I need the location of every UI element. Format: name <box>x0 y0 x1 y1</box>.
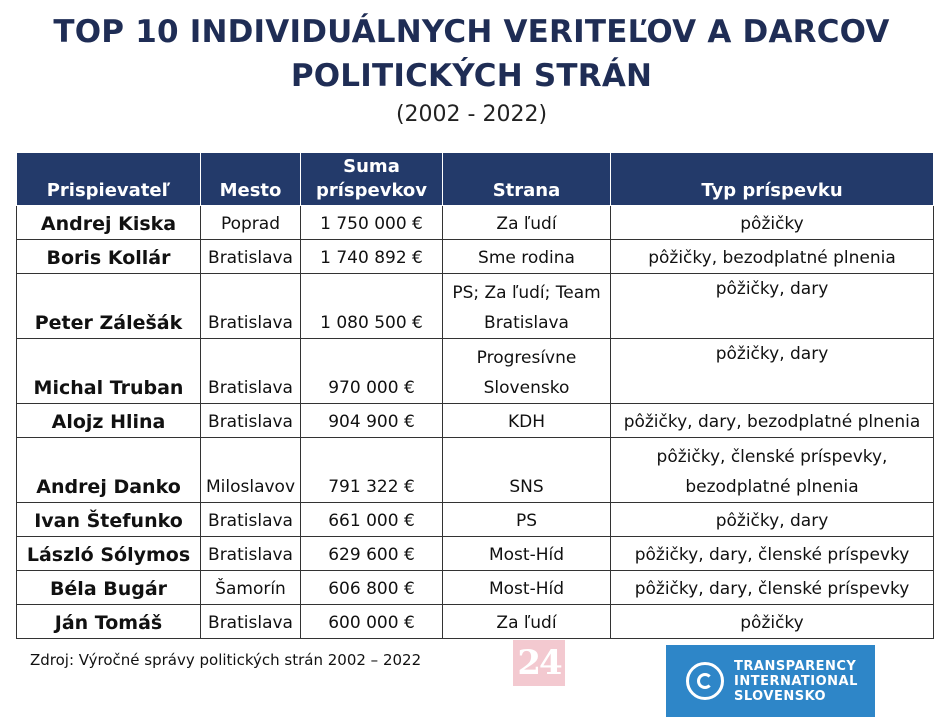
cell-party: Sme rodina <box>443 240 611 274</box>
page-title-line-1: TOP 10 INDIVIDUÁLNYCH VERITEĽOV A DARCOV <box>53 14 890 50</box>
cell-name: Alojz Hlina <box>17 404 201 438</box>
table-row <box>17 503 934 537</box>
cell-amount: 606 800 € <box>301 571 443 605</box>
cell-amount: 600 000 € <box>301 605 443 639</box>
ti-logo-line-1: TRANSPARENCY <box>734 658 857 674</box>
cell-amount: 629 600 € <box>301 537 443 571</box>
cell-party: Za ľudí <box>443 605 611 639</box>
table-row <box>17 274 934 339</box>
cell-party: PS <box>443 503 611 537</box>
ti-logo-line-2: INTERNATIONAL <box>734 673 858 689</box>
news-24-logo <box>513 640 565 686</box>
cell-party: PS; Za ľudí; Team Bratislava <box>443 274 611 339</box>
cell-party: Most-Híd <box>443 537 611 571</box>
cell-city: Bratislava <box>201 339 301 404</box>
cell-name: Ján Tomáš <box>17 605 201 639</box>
cell-amount: 904 900 € <box>301 404 443 438</box>
cell-type: pôžičky <box>611 206 934 240</box>
cell-party: Most-Híd <box>443 571 611 605</box>
cell-amount: 1 080 500 € <box>301 274 443 339</box>
table-row <box>17 571 934 605</box>
table-row <box>17 537 934 571</box>
ti-logo-text <box>734 659 858 704</box>
cell-name: Boris Kollár <box>17 240 201 274</box>
cell-amount: 661 000 € <box>301 503 443 537</box>
cell-city: Bratislava <box>201 240 301 274</box>
table-row <box>17 404 934 438</box>
cell-type: pôžičky, dary, členské príspevky <box>611 571 934 605</box>
cell-party: Progresívne Slovensko <box>443 339 611 404</box>
cell-party: SNS <box>443 438 611 503</box>
cell-amount: 1 750 000 € <box>301 206 443 240</box>
cell-city: Bratislava <box>201 404 301 438</box>
donors-table <box>16 152 934 639</box>
cell-name: Michal Truban <box>17 339 201 404</box>
cell-name: Béla Bugár <box>17 571 201 605</box>
cell-amount: 791 322 € <box>301 438 443 503</box>
ti-logo-line-3: SLOVENSKO <box>734 688 827 704</box>
news-24-logo-text: 24 <box>517 643 561 683</box>
cell-name: Ivan Štefunko <box>17 503 201 537</box>
cell-city: Bratislava <box>201 537 301 571</box>
cell-type: pôžičky, dary <box>611 503 934 537</box>
header-amount: Suma príspevkov <box>301 153 443 206</box>
header-city: Mesto <box>201 153 301 206</box>
cell-city: Bratislava <box>201 274 301 339</box>
cell-amount: 970 000 € <box>301 339 443 404</box>
cell-amount: 1 740 892 € <box>301 240 443 274</box>
cell-name: Andrej Kiska <box>17 206 201 240</box>
cell-type: pôžičky <box>611 605 934 639</box>
table-row <box>17 240 934 274</box>
transparency-international-logo <box>666 645 875 717</box>
page-title-line-2: POLITICKÝCH STRÁN <box>290 58 653 94</box>
table-row <box>17 438 934 503</box>
cell-party: KDH <box>443 404 611 438</box>
source-note: Zdroj: Výročné správy politických strán 2002 – 2022 <box>30 651 422 669</box>
cell-name: Andrej Danko <box>17 438 201 503</box>
table-header-row <box>17 153 934 206</box>
table-row <box>17 206 934 240</box>
header-type: Typ príspevku <box>611 153 934 206</box>
header-party: Strana <box>443 153 611 206</box>
cell-name: László Sólymos <box>17 537 201 571</box>
cell-party: Za ľudí <box>443 206 611 240</box>
cell-city: Miloslavov <box>201 438 301 503</box>
cell-type: pôžičky, bezodplatné plnenia <box>611 240 934 274</box>
cell-type: pôžičky, dary, členské príspevky <box>611 537 934 571</box>
cell-city: Šamorín <box>201 571 301 605</box>
table-row <box>17 339 934 404</box>
cell-name: Peter Zálešák <box>17 274 201 339</box>
cell-city: Poprad <box>201 206 301 240</box>
cell-city: Bratislava <box>201 605 301 639</box>
cell-type: pôžičky, dary <box>611 274 934 339</box>
cell-type: pôžičky, dary <box>611 339 934 404</box>
page-subtitle: (2002 - 2022) <box>395 102 548 127</box>
header-contributor: Prispievateľ <box>17 153 201 206</box>
ti-emblem-icon <box>686 662 724 700</box>
cell-city: Bratislava <box>201 503 301 537</box>
cell-type: pôžičky, dary, bezodplatné plnenia <box>611 404 934 438</box>
cell-type: pôžičky, členské príspevky, bezodplatné plnenia <box>611 438 934 503</box>
table-row <box>17 605 934 639</box>
